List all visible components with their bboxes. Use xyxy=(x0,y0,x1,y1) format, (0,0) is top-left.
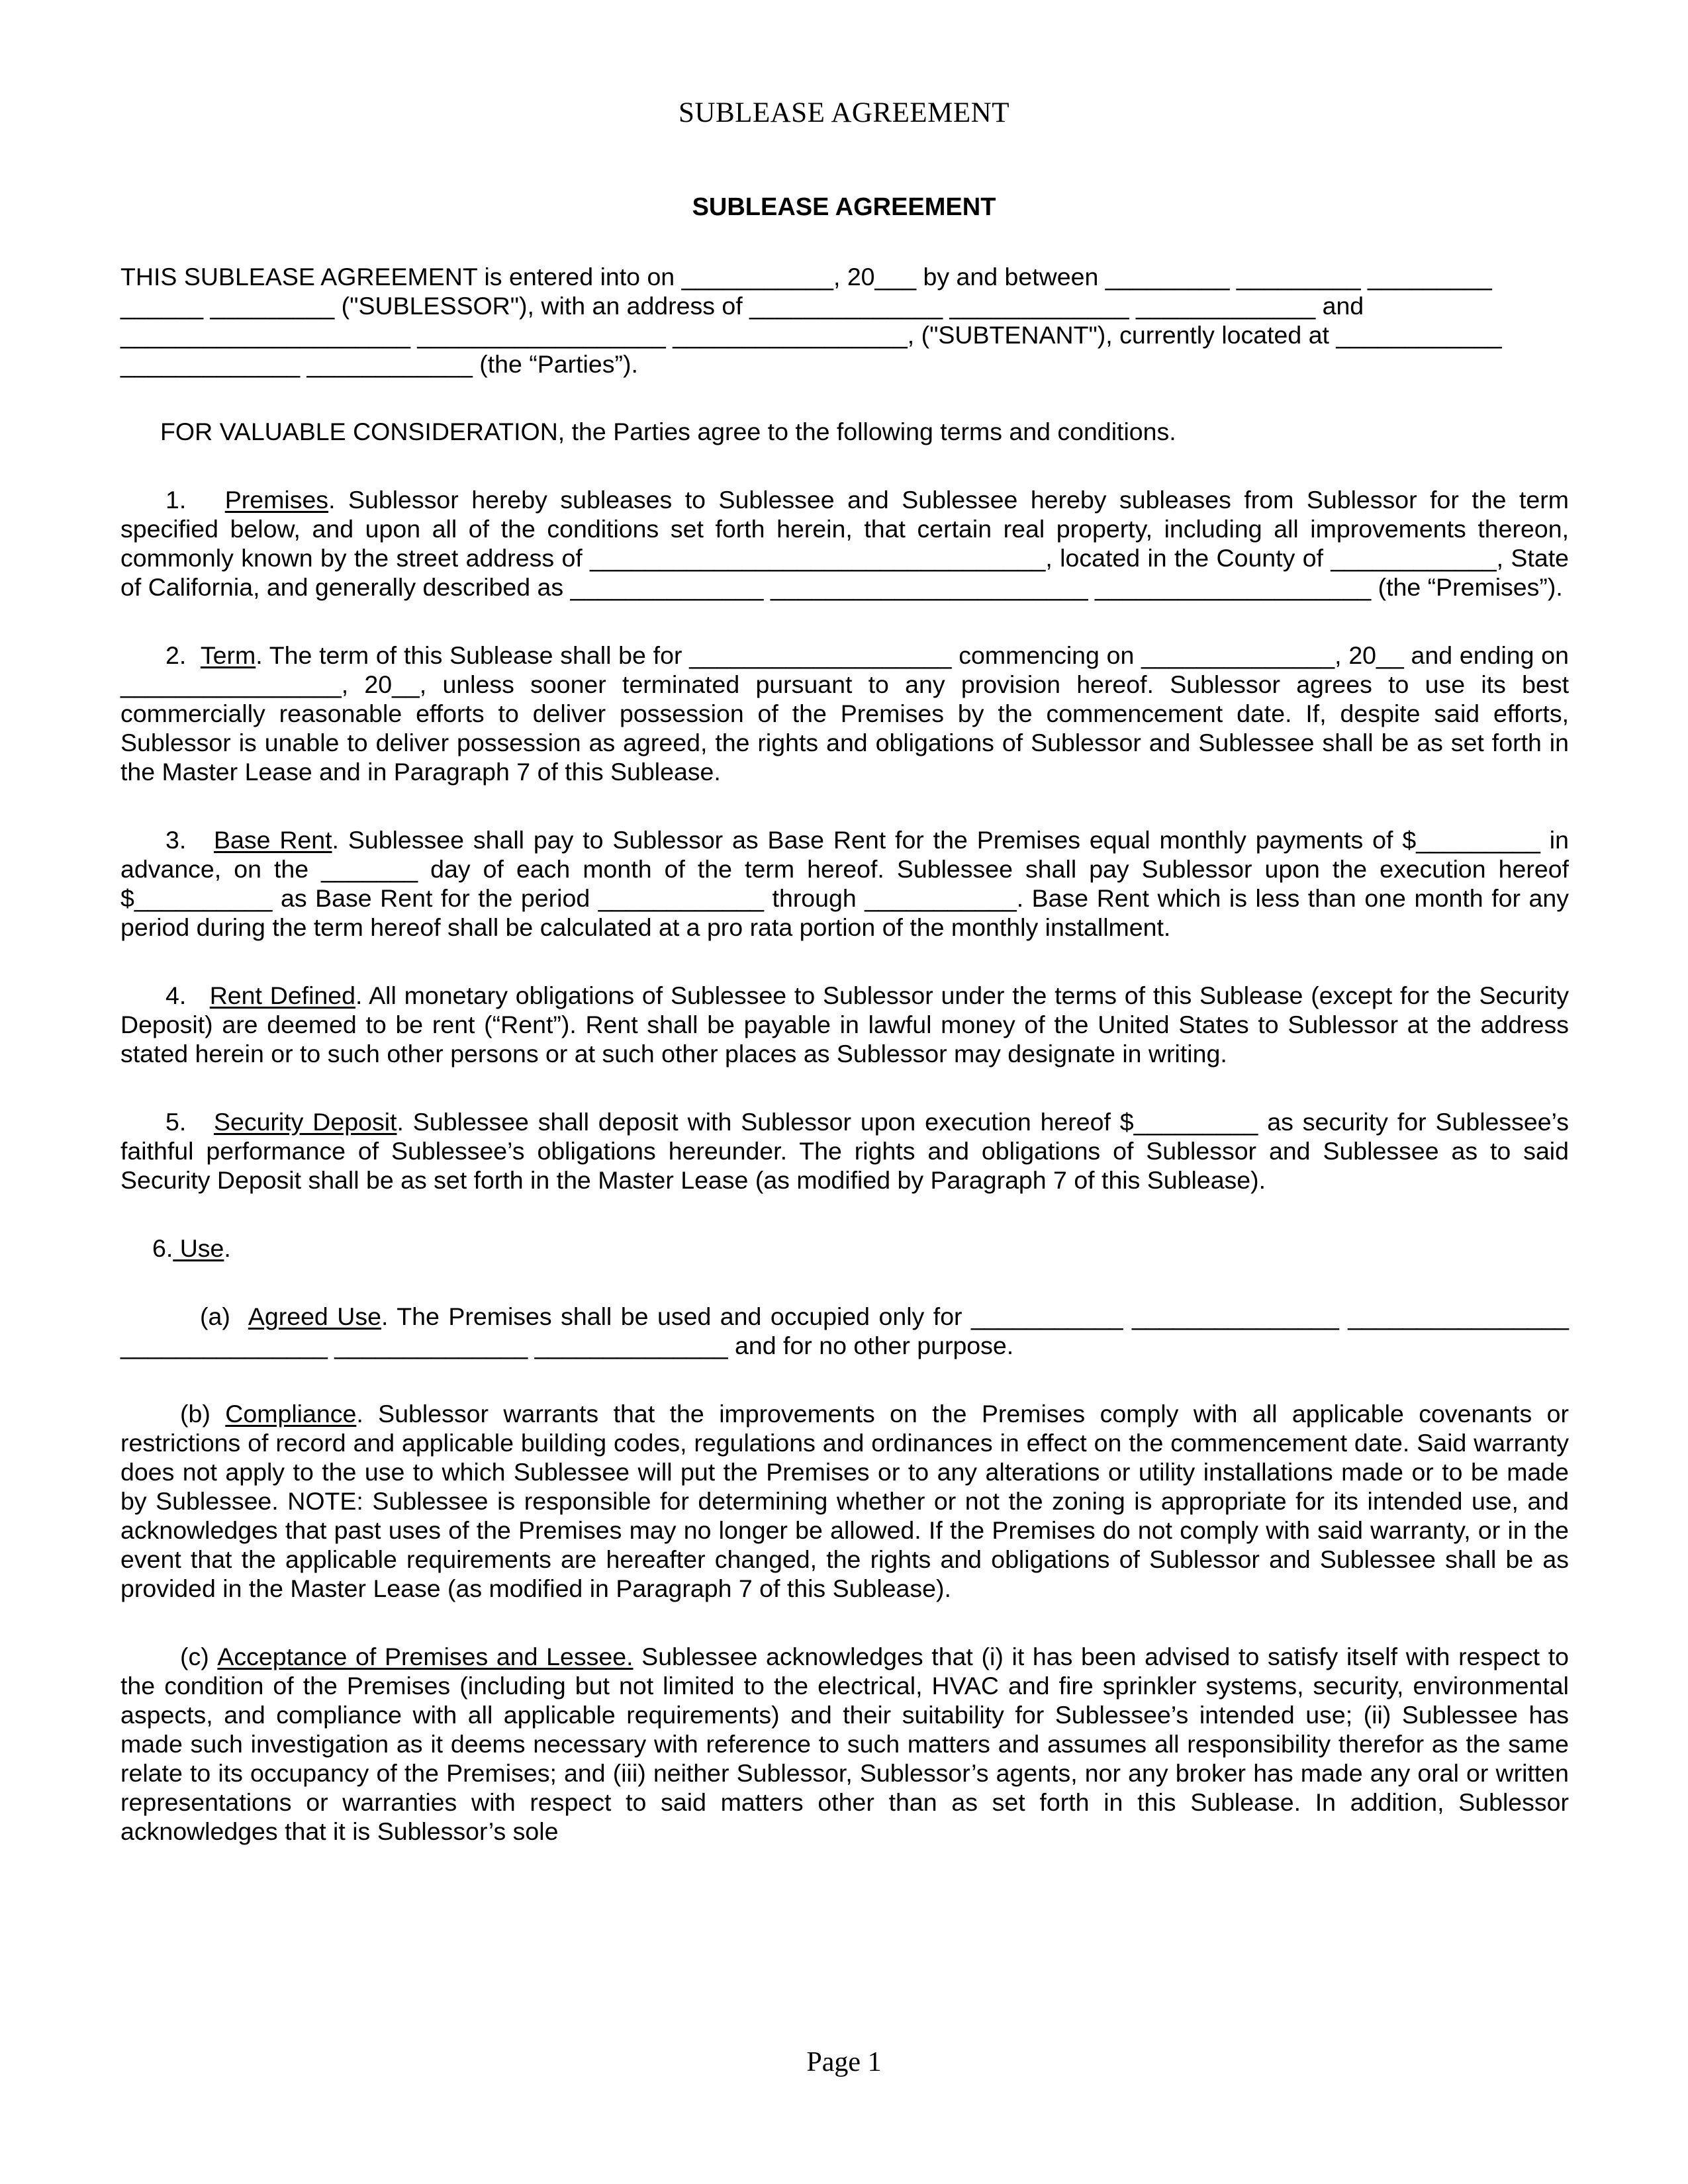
section-text: . Sublessor hereby subleases to Sublessee and Sublessee hereby subleases from Sublessor for the term specified below, and upon all of the conditions set forth herein, that certain real property, including all improvements thereon, commonly known by the street address of _________________________________, located in the County of ____________, State of California, and generally described as ______________ _______________________ ____________________ (the “Premises”). xyxy=(120,486,1569,601)
intro-paragraph xyxy=(120,262,1569,379)
section-number: 5. xyxy=(165,1108,187,1136)
section-term xyxy=(120,641,1569,786)
section-use xyxy=(120,1234,1569,1263)
section-acceptance xyxy=(120,1642,1569,1846)
section-number: (b) xyxy=(180,1400,211,1428)
section-number: (a) xyxy=(200,1302,230,1330)
section-number: 3. xyxy=(165,826,187,854)
section-text: . xyxy=(224,1234,231,1262)
intro-text: THIS SUBLEASE AGREEMENT is entered into on ___________, 20___ by and between _________ _________ _________ ______ _________ ("SUBLESSOR"), with an address of ______________ _____________ _____________ and _____________________ __________________ _________________, ("SUBTENANT"), currently located at ____________ _____________ ____________ (the “Parties”). xyxy=(120,263,1502,378)
section-text: . Sublessee shall deposit with Sublessor upon execution hereof $_________ as security for Sublessee’s faithful performance of Sublessee’s obligations hereunder. The rights and obligations of Sublessor and Sublessee as to said Security Deposit shall be as set forth in the Master Lease (as modified by Paragraph 7 of this Sublease). xyxy=(120,1108,1570,1194)
section-heading: Base Rent xyxy=(213,826,332,854)
section-text: . Sublessee shall pay to Sublessor as Base Rent for the Premises equal monthly payments of $_________ in advance, on the _______ day of each month of the term hereof. Sublessee shall pay Sublessor upon the execution hereof $__________ as Base Rent for the period ____________ through ___________. Base Rent which is less than one month for any period during the term hereof shall be calculated at a pro rata portion of the monthly installment. xyxy=(120,826,1569,941)
section-number: 6. xyxy=(152,1234,173,1262)
section-heading: Agreed Use xyxy=(248,1302,381,1330)
section-heading: Acceptance of Premises and Lessee. xyxy=(217,1643,633,1670)
section-number: (c) xyxy=(180,1643,209,1670)
section-heading: Compliance xyxy=(225,1400,357,1428)
section-compliance xyxy=(120,1399,1569,1603)
page-number: Page 1 xyxy=(806,2047,882,2077)
consideration-text: FOR VALUABLE CONSIDERATION, the Parties agree to the following terms and conditions. xyxy=(160,418,1176,445)
document-title: SUBLEASE AGREEMENT xyxy=(692,193,996,221)
section-heading: Term xyxy=(200,641,256,669)
section-premises xyxy=(120,485,1569,602)
section-security-deposit xyxy=(120,1107,1569,1195)
section-number: 2. xyxy=(165,641,187,669)
section-text: . The term of this Sublease shall be for ___________________ commencing on ______________, 20__ and ending on ________________, 20__, unless sooner terminated pursuant to any provision hereof. Sublessor agrees to use its best commercially reasonable efforts to deliver possession of the Premises by the commencement date. If, despite said efforts, Sublessor is unable to deliver possession as agreed, the rights and obligations of Sublessor and Sublessee shall be as set forth in the Master Lease and in Paragraph 7 of this Sublease. xyxy=(120,641,1569,786)
section-heading: Security Deposit xyxy=(213,1108,397,1136)
document-body xyxy=(120,262,1569,1846)
section-text: . Sublessor warrants that the improvements on the Premises comply with all applicable covenants or restrictions of record and applicable building codes, regulations and ordinances in effect on the commencement date. Said warranty does not apply to the use to which Sublessee will put the Premises or to any alterations or utility installations made or to be made by Sublessee. NOTE: Sublessee is responsible for determining whether or not the zoning is appropriate for its intended use, and acknowledges that past uses of the Premises may no longer be allowed. If the Premises do not comply with said warranty, or in the event that the applicable requirements are hereafter changed, the rights and obligations of Sublessor and Sublessee shall be as provided in the Master Lease (as modified in Paragraph 7 of this Sublease). xyxy=(120,1400,1569,1602)
section-rent-defined xyxy=(120,981,1569,1068)
section-text: Sublessee acknowledges that (i) it has been advised to satisfy itself with respect to the condition of the Premises (including but not limited to the electrical, HVAC and fire sprinkler systems, security, environmental aspects, and compliance with all applicable requirements) and their suitability for Sublessee’s intended use; (ii) Sublessee has made such investigation as it deems necessary with reference to such matters and assumes all responsibility therefor as the same relate to its occupancy of the Premises; and (iii) neither Sublessor, Sublessor’s agents, nor any broker has made any oral or written representations or warranties with respect to said matters other than as set forth in this Sublease. In addition, Sublessor acknowledges that it is Sublessor’s sole xyxy=(120,1643,1569,1845)
section-number: 4. xyxy=(165,981,187,1009)
section-text: . All monetary obligations of Sublessee to Sublessor under the terms of this Sublease (except for the Security Deposit) are deemed to be rent (“Rent”). Rent shall be payable in lawful money of the United States to Sublessor at the address stated herein or to such other persons or at such other places as Sublessor may designate in writing. xyxy=(120,981,1569,1068)
consideration-paragraph xyxy=(120,417,1569,446)
section-heading: Premises xyxy=(224,486,329,514)
section-agreed-use xyxy=(120,1302,1569,1360)
section-heading: Use xyxy=(173,1234,224,1262)
section-number: 1. xyxy=(165,486,187,514)
section-heading: Rent Defined xyxy=(209,981,355,1009)
page-header-title: SUBLEASE AGREEMENT xyxy=(679,97,1009,128)
section-base-rent xyxy=(120,825,1569,942)
section-text: . The Premises shall be used and occupied only for ___________ _______________ ________________ _______________ ______________ ______________ and for no other purpose. xyxy=(120,1302,1569,1359)
